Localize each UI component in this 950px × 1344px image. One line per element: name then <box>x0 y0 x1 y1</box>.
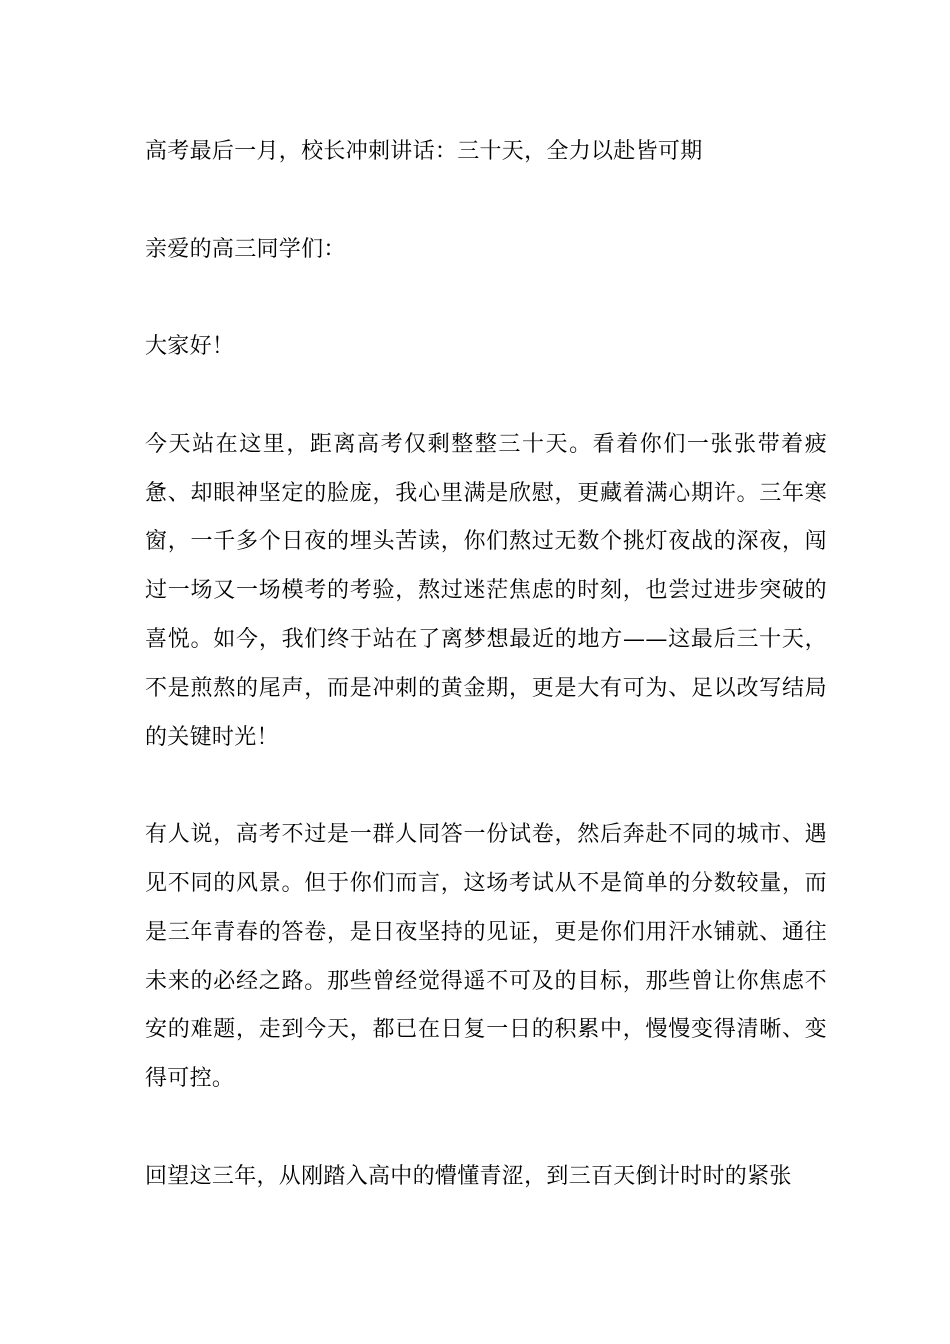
greeting: 大家好！ <box>145 334 235 360</box>
document-title: 高考最后一月，校长冲刺讲话：三十天，全力以赴皆可期 <box>145 139 703 164</box>
paragraph: 回望这三年，从刚踏入高中的懵懂青涩，到三百天倒计时时的紧张 <box>145 1163 792 1189</box>
paragraph: 今天站在这里，距离高考仅剩整整三十天。看着你们一张张带着疲惫、却眼神坚定的脸庞，我心里满是欣慰，更藏着满心期许。三年寒窗，一千多个日夜的埋头苦读，你们熬过无数个挑灯夜战的深夜，闯过一场又一场模考的考验，熬过迷茫焦虑的时刻，也尝过进步突破的喜悦。如今，我们终于站在了离梦想最近的地方——这最后三十天，不是煎熬的尾声，而是冲刺的黄金期，更是大有可为、足以改写结局的关键时光！ <box>145 431 827 750</box>
document-body <box>145 128 827 1250</box>
paragraph: 有人说，高考不过是一群人同答一份试卷，然后奔赴不同的城市、遇见不同的风景。但于你们而言，这场考试从不是简单的分数较量，而是三年青春的答卷，是日夜坚持的见证，更是你们用汗水铺就、通往未来的必经之路。那些曾经觉得遥不可及的目标，那些曾让你焦虑不安的难题，走到今天，都已在日复一日的积累中，慢慢变得清晰、变得可控。 <box>145 822 827 1092</box>
salutation: 亲爱的高三同学们： <box>145 236 346 262</box>
